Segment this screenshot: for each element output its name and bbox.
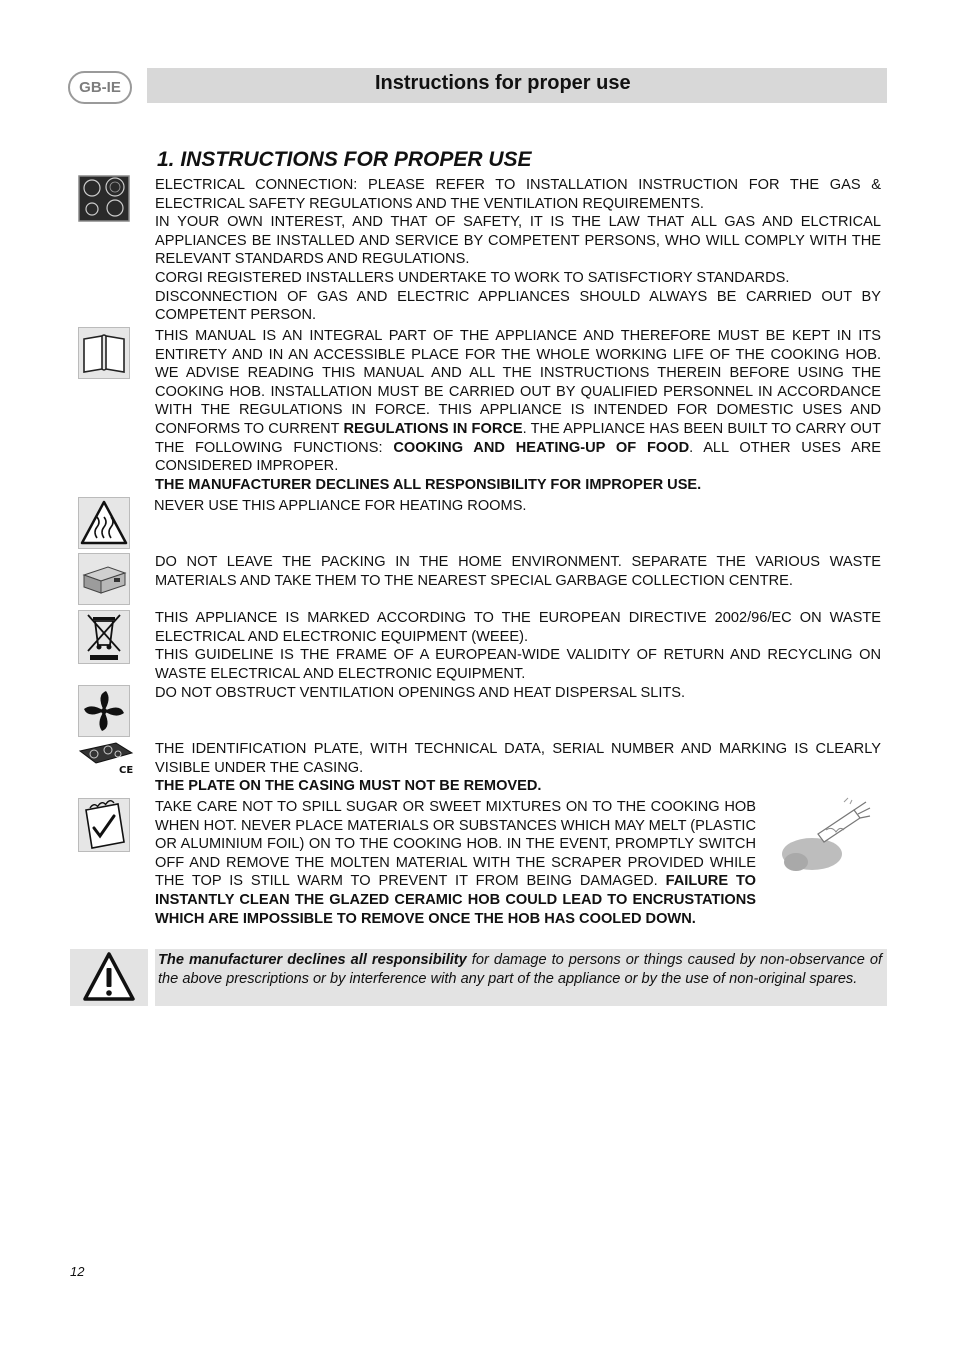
page-header xyxy=(147,68,887,103)
electrical-para-1: ELECTRICAL CONNECTION: PLEASE REFER TO INSTALLATION INSTRUCTION FOR THE GAS & ELECTRICAL SAFETY REGULATIONS AND THE VENTILATION REQUIREMENTS. xyxy=(155,177,881,212)
care-bold: FAILURE TO INSTANTLY CLEAN THE GLAZED CERAMIC HOB COULD LEAD TO ENCRUSTATIONS WHICH ARE IMPOSSIBLE TO REMOVE ONCE THE HOB HAS COOLED DOWN. xyxy=(155,873,756,927)
warning-body: for damage to persons or things caused by non-observance of the above prescriptions or by interference with any part of the appliance or by the use of non-original spares. xyxy=(158,952,883,987)
manual-bold-3: THE MANUFACTURER DECLINES ALL RESPONSIBILITY FOR IMPROPER USE. xyxy=(155,476,702,493)
section-title: 1. INSTRUCTIONS FOR PROPER USE xyxy=(157,148,532,171)
ce-plate-icon xyxy=(78,741,134,775)
weee-bin-icon xyxy=(78,610,130,664)
care-text: TAKE CARE NOT TO SPILL SUGAR OR SWEET MIXTURES ON TO THE COOKING HOB WHEN HOT. NEVER PLACE MATERIALS OR SUBSTANCES WHICH MAY MELT (PLASTIC OR ALUMINIUM FOIL) ON TO THE COOKING HOB. IN THE EVENT, PROMPTLY SWITCH OFF AND REMOVE THE MOLTEN MATERIAL WITH THE SCRAPER PROVIDED WHILE THE TOP IS STILL WARM TO PREVENT IT FROM BEING DAMAGED. xyxy=(155,799,756,890)
warning-text xyxy=(155,949,887,1006)
manual-book-icon xyxy=(78,327,130,379)
manual-text-2: . THE APPLIANCE HAS BEEN BUILT TO CARRY OUT THE FOLLOWING FUNCTIONS: xyxy=(155,420,882,456)
weee-block xyxy=(155,609,881,683)
weee-para-1: THIS APPLIANCE IS MARKED ACCORDING TO THE EUROPEAN DIRECTIVE 2002/96/EC ON WASTE ELECTRICAL AND ELECTRONIC EQUIPMENT (WEEE). xyxy=(155,610,881,645)
care-block xyxy=(155,798,756,928)
ventilation-block xyxy=(155,684,881,703)
responsibility-notice xyxy=(70,949,887,1006)
electrical-para-4: DISCONNECTION OF GAS AND ELECTRIC APPLIANCES SHOULD ALWAYS BE CARRIED OUT BY COMPETENT PERSON. xyxy=(155,288,881,324)
packing-box-icon xyxy=(78,553,130,605)
svg-text:CE: CE xyxy=(119,765,134,775)
care-para xyxy=(155,798,756,928)
heat-warning-icon xyxy=(78,497,130,549)
plate-bold: THE PLATE ON THE CASING MUST NOT BE REMOVED. xyxy=(155,778,542,795)
plate-block xyxy=(155,740,881,796)
manual-bold-2: COOKING AND HEATING-UP OF FOOD xyxy=(393,439,690,456)
ventilation-para: DO NOT OBSTRUCT VENTILATION OPENINGS AND HEAT DISPERSAL SLITS. xyxy=(155,685,686,701)
plate-warning xyxy=(155,777,881,796)
scraper-icon xyxy=(778,796,874,883)
electrical-block xyxy=(155,176,881,325)
manual-para xyxy=(155,327,881,476)
heating-block xyxy=(154,497,880,516)
hob-icon xyxy=(78,175,130,222)
warning-bold: The manufacturer declines all responsibility xyxy=(158,952,467,968)
fan-icon xyxy=(78,685,130,737)
electrical-para-2: IN YOUR OWN INTEREST, AND THAT OF SAFETY, IT IS THE LAW THAT ALL GAS AND ELCTRICAL APPLIANCES BE INSTALLED AND SERVICE BY COMPETENT PERSONS, WHO WILL COMPLY WITH THE RELEVANT STANDARDS AND REGULATIONS. xyxy=(155,214,881,268)
checklist-icon xyxy=(78,798,130,852)
packing-block xyxy=(155,553,881,590)
packing-para: DO NOT LEAVE THE PACKING IN THE HOME ENVIRONMENT. SEPARATE THE VARIOUS WASTE MATERIALS AND TAKE THEM TO THE NEAREST SPECIAL GARBAGE COLLECTION CENTRE. xyxy=(155,554,881,589)
manual-block xyxy=(155,327,881,494)
manual-text-3: . ALL OTHER USES ARE CONSIDERED IMPROPER. xyxy=(155,439,882,475)
page-number: 12 xyxy=(70,1264,85,1279)
heating-para: NEVER USE THIS APPLIANCE FOR HEATING ROOMS. xyxy=(154,498,527,514)
weee-para-2: THIS GUIDELINE IS THE FRAME OF A EUROPEAN-WIDE VALIDITY OF RETURN AND RECYCLING ON WASTE ELECTRICAL AND ELECTRONIC EQUIPMENT. xyxy=(155,647,881,682)
manual-responsibility xyxy=(155,476,881,495)
region-badge: GB-IE xyxy=(68,71,132,104)
manual-text-1: THIS MANUAL IS AN INTEGRAL PART OF THE APPLIANCE AND THEREFORE MUST BE KEPT IN ITS ENTIRETY AND IN AN ACCESSIBLE PLACE FOR THE WHOLE WORKING LIFE OF THE COOKING HOB. WE ADVISE READING THIS MANUAL AND ALL THE INSTRUCTIONS THEREIN BEFORE USING THE COOKING HOB. INSTALLATION MUST BE CARRIED OUT BY QUALIFIED PERSONNEL IN ACCORDANCE WITH THE REGULATIONS IN FORCE. THIS APPLIANCE IS INTENDED FOR DOMESTIC USES AND CONFORMS TO CURRENT xyxy=(155,328,881,437)
header-title: Instructions for proper use xyxy=(375,72,631,94)
electrical-para-3: CORGI REGISTERED INSTALLERS UNDERTAKE TO WORK TO SATISFCTIORY STANDARDS. xyxy=(155,269,790,286)
manual-bold-1: REGULATIONS IN FORCE xyxy=(343,420,523,437)
plate-para: THE IDENTIFICATION PLATE, WITH TECHNICAL DATA, SERIAL NUMBER AND MARKING IS CLEARLY VISIBLE UNDER THE CASING. xyxy=(155,741,881,776)
warning-triangle-icon xyxy=(70,949,148,1006)
